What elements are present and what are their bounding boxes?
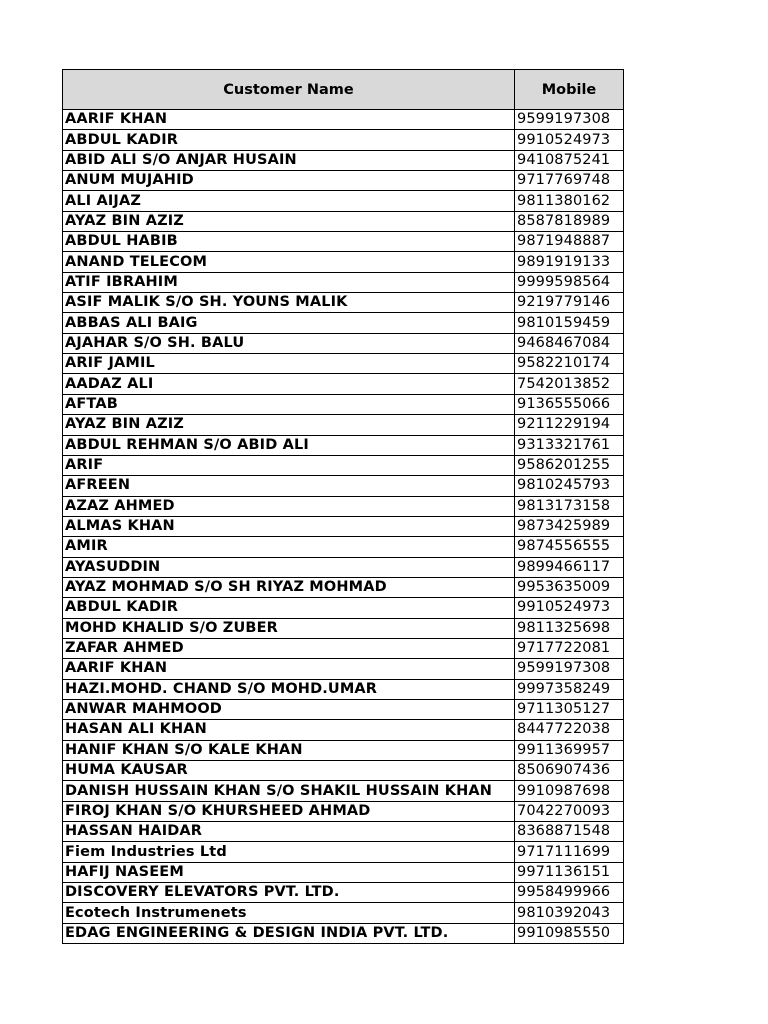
- mobile-cell: 9999598564: [515, 272, 624, 292]
- customer-name-cell: ALI AIJAZ: [63, 191, 515, 211]
- table-row: [63, 923, 624, 943]
- mobile-cell: 9717111699: [515, 842, 624, 862]
- mobile-cell: 9813173158: [515, 496, 624, 516]
- customer-name-cell: AJAHAR S/O SH. BALU: [63, 333, 515, 353]
- table-row: [63, 740, 624, 760]
- customer-name-cell: ARIF JAMIL: [63, 354, 515, 374]
- table-row: [63, 557, 624, 577]
- customer-name-cell: AARIF KHAN: [63, 110, 515, 130]
- mobile-cell: 9873425989: [515, 516, 624, 536]
- mobile-cell: 9997358249: [515, 679, 624, 699]
- table-row: [63, 293, 624, 313]
- customer-name-cell: AZAZ AHMED: [63, 496, 515, 516]
- table-row: [63, 171, 624, 191]
- customer-name-cell: ABDUL KADIR: [63, 598, 515, 618]
- customer-name-cell: AYAZ BIN AZIZ: [63, 211, 515, 231]
- table-row: [63, 903, 624, 923]
- table-body: [63, 110, 624, 944]
- customer-name-cell: AFREEN: [63, 476, 515, 496]
- mobile-cell: 9717722081: [515, 638, 624, 658]
- customer-name-cell: MOHD KHALID S/O ZUBER: [63, 618, 515, 638]
- table-row: [63, 801, 624, 821]
- mobile-cell: 9910524973: [515, 598, 624, 618]
- table-row: [63, 598, 624, 618]
- mobile-cell: 9810159459: [515, 313, 624, 333]
- table-row: [63, 822, 624, 842]
- customer-name-cell: ANWAR MAHMOOD: [63, 699, 515, 719]
- table-row: [63, 110, 624, 130]
- customer-name-cell: ZAFAR AHMED: [63, 638, 515, 658]
- mobile-cell: 9910987698: [515, 781, 624, 801]
- mobile-cell: 9811325698: [515, 618, 624, 638]
- customer-name-cell: HANIF KHAN S/O KALE KHAN: [63, 740, 515, 760]
- mobile-cell: 9313321761: [515, 435, 624, 455]
- customer-sheet: [62, 69, 624, 944]
- mobile-cell: 8368871548: [515, 822, 624, 842]
- mobile-cell: 9891919133: [515, 252, 624, 272]
- table-row: [63, 720, 624, 740]
- customer-name-cell: AADAZ ALI: [63, 374, 515, 394]
- customer-name-cell: HASAN ALI KHAN: [63, 720, 515, 740]
- customer-name-cell: Ecotech Instrumenets: [63, 903, 515, 923]
- mobile-cell: 9953635009: [515, 577, 624, 597]
- customer-name-cell: ABDUL KADIR: [63, 130, 515, 150]
- customer-name-cell: HAZI.MOHD. CHAND S/O MOHD.UMAR: [63, 679, 515, 699]
- mobile-cell: 9468467084: [515, 333, 624, 353]
- customer-name-cell: DANISH HUSSAIN KHAN S/O SHAKIL HUSSAIN KHAN: [63, 781, 515, 801]
- table-row: [63, 272, 624, 292]
- table-row: [63, 659, 624, 679]
- table-row: [63, 781, 624, 801]
- customer-name-cell: HAFIJ NASEEM: [63, 862, 515, 882]
- mobile-cell: 9219779146: [515, 293, 624, 313]
- customer-table: [62, 69, 624, 944]
- mobile-cell: 9871948887: [515, 232, 624, 252]
- mobile-cell: 9717769748: [515, 171, 624, 191]
- customer-name-cell: ABID ALI S/O ANJAR HUSAIN: [63, 150, 515, 170]
- table-row: [63, 761, 624, 781]
- customer-name-cell: AYAZ MOHMAD S/O SH RIYAZ MOHMAD: [63, 577, 515, 597]
- table-row: [63, 455, 624, 475]
- table-row: [63, 842, 624, 862]
- table-row: [63, 415, 624, 435]
- customer-name-cell: AMIR: [63, 537, 515, 557]
- table-row: [63, 252, 624, 272]
- mobile-cell: 7042270093: [515, 801, 624, 821]
- customer-name-cell: AYAZ BIN AZIZ: [63, 415, 515, 435]
- customer-name-cell: AYASUDDIN: [63, 557, 515, 577]
- customer-name-cell: ABDUL HABIB: [63, 232, 515, 252]
- mobile-cell: 9910524973: [515, 130, 624, 150]
- mobile-cell: 9899466117: [515, 557, 624, 577]
- table-row: [63, 232, 624, 252]
- customer-name-cell: AFTAB: [63, 394, 515, 414]
- mobile-cell: 9911369957: [515, 740, 624, 760]
- customer-name-cell: HASSAN HAIDAR: [63, 822, 515, 842]
- table-row: [63, 333, 624, 353]
- customer-name-cell: DISCOVERY ELEVATORS PVT. LTD.: [63, 883, 515, 903]
- mobile-cell: 9599197308: [515, 659, 624, 679]
- mobile-cell: 9211229194: [515, 415, 624, 435]
- mobile-cell: 9586201255: [515, 455, 624, 475]
- mobile-cell: 9910985550: [515, 923, 624, 943]
- mobile-cell: 9811380162: [515, 191, 624, 211]
- table-row: [63, 679, 624, 699]
- table-row: [63, 883, 624, 903]
- customer-name-cell: ANAND TELECOM: [63, 252, 515, 272]
- mobile-cell: 7542013852: [515, 374, 624, 394]
- table-row: [63, 699, 624, 719]
- table-row: [63, 496, 624, 516]
- customer-name-cell: ABBAS ALI BAIG: [63, 313, 515, 333]
- mobile-header: Mobile: [515, 70, 624, 110]
- header-row: [63, 70, 624, 110]
- table-row: [63, 394, 624, 414]
- table-row: [63, 618, 624, 638]
- table-row: [63, 313, 624, 333]
- customer-name-cell: Fiem Industries Ltd: [63, 842, 515, 862]
- mobile-cell: 8447722038: [515, 720, 624, 740]
- table-row: [63, 537, 624, 557]
- customer-name-header: Customer Name: [63, 70, 515, 110]
- table-row: [63, 435, 624, 455]
- table-row: [63, 638, 624, 658]
- table-row: [63, 374, 624, 394]
- customer-name-cell: ASIF MALIK S/O SH. YOUNS MALIK: [63, 293, 515, 313]
- mobile-cell: 9874556555: [515, 537, 624, 557]
- customer-name-cell: AARIF KHAN: [63, 659, 515, 679]
- table-row: [63, 862, 624, 882]
- mobile-cell: 9711305127: [515, 699, 624, 719]
- mobile-cell: 9599197308: [515, 110, 624, 130]
- table-row: [63, 476, 624, 496]
- customer-name-cell: FIROJ KHAN S/O KHURSHEED AHMAD: [63, 801, 515, 821]
- customer-name-cell: HUMA KAUSAR: [63, 761, 515, 781]
- table-row: [63, 577, 624, 597]
- mobile-cell: 9810392043: [515, 903, 624, 923]
- customer-name-cell: EDAG ENGINEERING & DESIGN INDIA PVT. LTD.: [63, 923, 515, 943]
- customer-name-cell: ATIF IBRAHIM: [63, 272, 515, 292]
- table-row: [63, 354, 624, 374]
- table-row: [63, 191, 624, 211]
- customer-name-cell: ABDUL REHMAN S/O ABID ALI: [63, 435, 515, 455]
- table-row: [63, 211, 624, 231]
- mobile-cell: 9810245793: [515, 476, 624, 496]
- mobile-cell: 9582210174: [515, 354, 624, 374]
- mobile-cell: 9410875241: [515, 150, 624, 170]
- mobile-cell: 9958499966: [515, 883, 624, 903]
- customer-name-cell: ARIF: [63, 455, 515, 475]
- table-row: [63, 516, 624, 536]
- customer-name-cell: ALMAS KHAN: [63, 516, 515, 536]
- customer-name-cell: ANUM MUJAHID: [63, 171, 515, 191]
- mobile-cell: 9136555066: [515, 394, 624, 414]
- mobile-cell: 8506907436: [515, 761, 624, 781]
- mobile-cell: 8587818989: [515, 211, 624, 231]
- mobile-cell: 9971136151: [515, 862, 624, 882]
- table-row: [63, 150, 624, 170]
- table-row: [63, 130, 624, 150]
